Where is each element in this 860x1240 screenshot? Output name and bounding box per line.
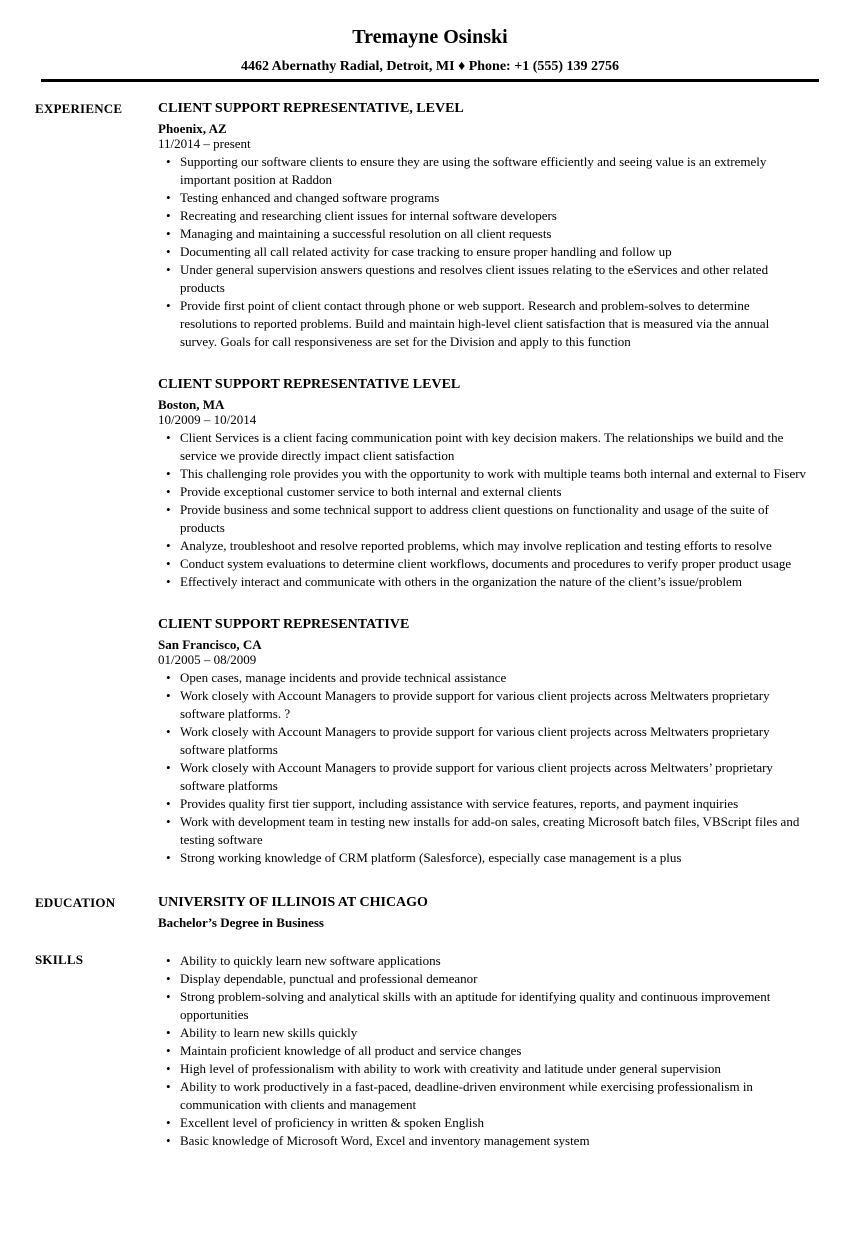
bullet-item: • Conduct system evaluations to determine client workflows, documents and procedures to verify proper product usage [166, 555, 809, 573]
bullet-item: • Client Services is a client facing communication point with key decision makers. The relationships we build and the service we provide directly impact client satisfaction [166, 429, 809, 465]
bullet-item: • Documenting all call related activity for case tracking to ensure proper handling and follow up [166, 243, 809, 261]
bullet-item: • High level of professionalism with ability to work with creativity and latitude under general supervision [166, 1060, 809, 1078]
bullet-item: • Maintain proficient knowledge of all product and service changes [166, 1042, 809, 1060]
skills-label: SKILLS [35, 952, 84, 967]
job-bullets [158, 153, 809, 351]
experience-jobs [158, 101, 809, 867]
resume-body [0, 82, 860, 1150]
job-dates: 10/2009 – 10/2014 [158, 412, 257, 427]
bullet-item: • Work closely with Account Managers to provide support for various client projects across Meltwaters proprietary software platforms. ? [166, 687, 809, 723]
skills-content [158, 952, 809, 1150]
bullet-item: • Under general supervision answers questions and resolves client issues relating to the eServices and other related products [166, 261, 809, 297]
bullet-item: • Work closely with Account Managers to provide support for various client projects across Meltwaters proprietary software platforms [166, 723, 809, 759]
bullet-item: • Display dependable, punctual and professional demeanor [166, 970, 809, 988]
job-location: Phoenix, AZ [158, 121, 227, 136]
bullet-item: • Basic knowledge of Microsoft Word, Excel and inventory management system [166, 1132, 809, 1150]
bullet-item: • This challenging role provides you with the opportunity to work with multiple teams both internal and external to Fiserv [166, 465, 809, 483]
bullet-item: • Provide first point of client contact through phone or web support. Research and problem-solves to determine resolutions to reported problems. Build and maintain high-level client satisfaction that is measured via the annual survey. Goals for call responsiveness are set for the Division and apply to this function [166, 297, 809, 351]
resume-header [0, 0, 860, 75]
job-location: San Francisco, CA [158, 637, 262, 652]
job-bullets [158, 669, 809, 867]
bullet-item: • Effectively interact and communicate with others in the organization the nature of the client’s issue/problem [166, 573, 809, 591]
job-entry [158, 377, 809, 591]
skills-bullets [158, 952, 809, 1150]
section-experience [35, 101, 809, 867]
bullet-item: • Provide exceptional customer service to both internal and external clients [166, 483, 809, 501]
bullet-item: • Ability to work productively in a fast-paced, deadline-driven environment while exercising professionalism in communication with clients and management [166, 1078, 809, 1114]
bullet-item: • Analyze, troubleshoot and resolve reported problems, which may involve replication and testing efforts to resolve [166, 537, 809, 555]
bullet-item: • Ability to quickly learn new software applications [166, 952, 809, 970]
bullet-item: • Work with development team in testing new installs for add-on sales, creating Microsoft batch files, VBScript files and testing software [166, 813, 809, 849]
bullet-item: • Managing and maintaining a successful resolution on all client requests [166, 225, 809, 243]
job-location: Boston, MA [158, 397, 225, 412]
bullet-item: • Strong working knowledge of CRM platform (Salesforce), especially case management is a plus [166, 849, 809, 867]
bullet-item: • Provide business and some technical support to address client questions on functionality and usage of the suite of products [166, 501, 809, 537]
job-entry [158, 101, 809, 351]
experience-label: EXPERIENCE [35, 101, 123, 116]
job-entry [158, 617, 809, 867]
job-title: CLIENT SUPPORT REPRESENTATIVE LEVEL [158, 377, 461, 392]
section-education [35, 895, 809, 930]
job-title: CLIENT SUPPORT REPRESENTATIVE [158, 617, 410, 632]
bullet-item: • Work closely with Account Managers to provide support for various client projects across Meltwaters’ proprietary software platforms [166, 759, 809, 795]
contact-line: 4462 Abernathy Radial, Detroit, MI ♦ Phone: +1 (555) 139 2756 [240, 59, 620, 74]
bullet-item: • Provides quality first tier support, including assistance with service features, reports, and payment inquiries [166, 795, 809, 813]
bullet-item: • Supporting our software clients to ensure they are using the software efficiently and seeing value is an extremely important position at Raddon [166, 153, 809, 189]
job-bullets [158, 429, 809, 591]
education-school: UNIVERSITY OF ILLINOIS AT CHICAGO [158, 895, 428, 910]
education-label: EDUCATION [35, 895, 116, 910]
bullet-item: • Recreating and researching client issues for internal software developers [166, 207, 809, 225]
bullet-item: • Testing enhanced and changed software programs [166, 189, 809, 207]
job-dates: 11/2014 – present [158, 136, 251, 151]
education-degree: Bachelor’s Degree in Business [158, 915, 324, 930]
bullet-item: • Strong problem-solving and analytical skills with an aptitude for identifying quality and continuous improvement opportunities [166, 988, 809, 1024]
bullet-item: • Open cases, manage incidents and provide technical assistance [166, 669, 809, 687]
candidate-name: Tremayne Osinski [352, 26, 508, 48]
bullet-item: • Ability to learn new skills quickly [166, 1024, 809, 1042]
section-skills [35, 952, 809, 1150]
education-content [158, 895, 809, 930]
bullet-item: • Excellent level of proficiency in written & spoken English [166, 1114, 809, 1132]
job-dates: 01/2005 – 08/2009 [158, 652, 257, 667]
job-title: CLIENT SUPPORT REPRESENTATIVE, LEVEL [158, 101, 464, 116]
